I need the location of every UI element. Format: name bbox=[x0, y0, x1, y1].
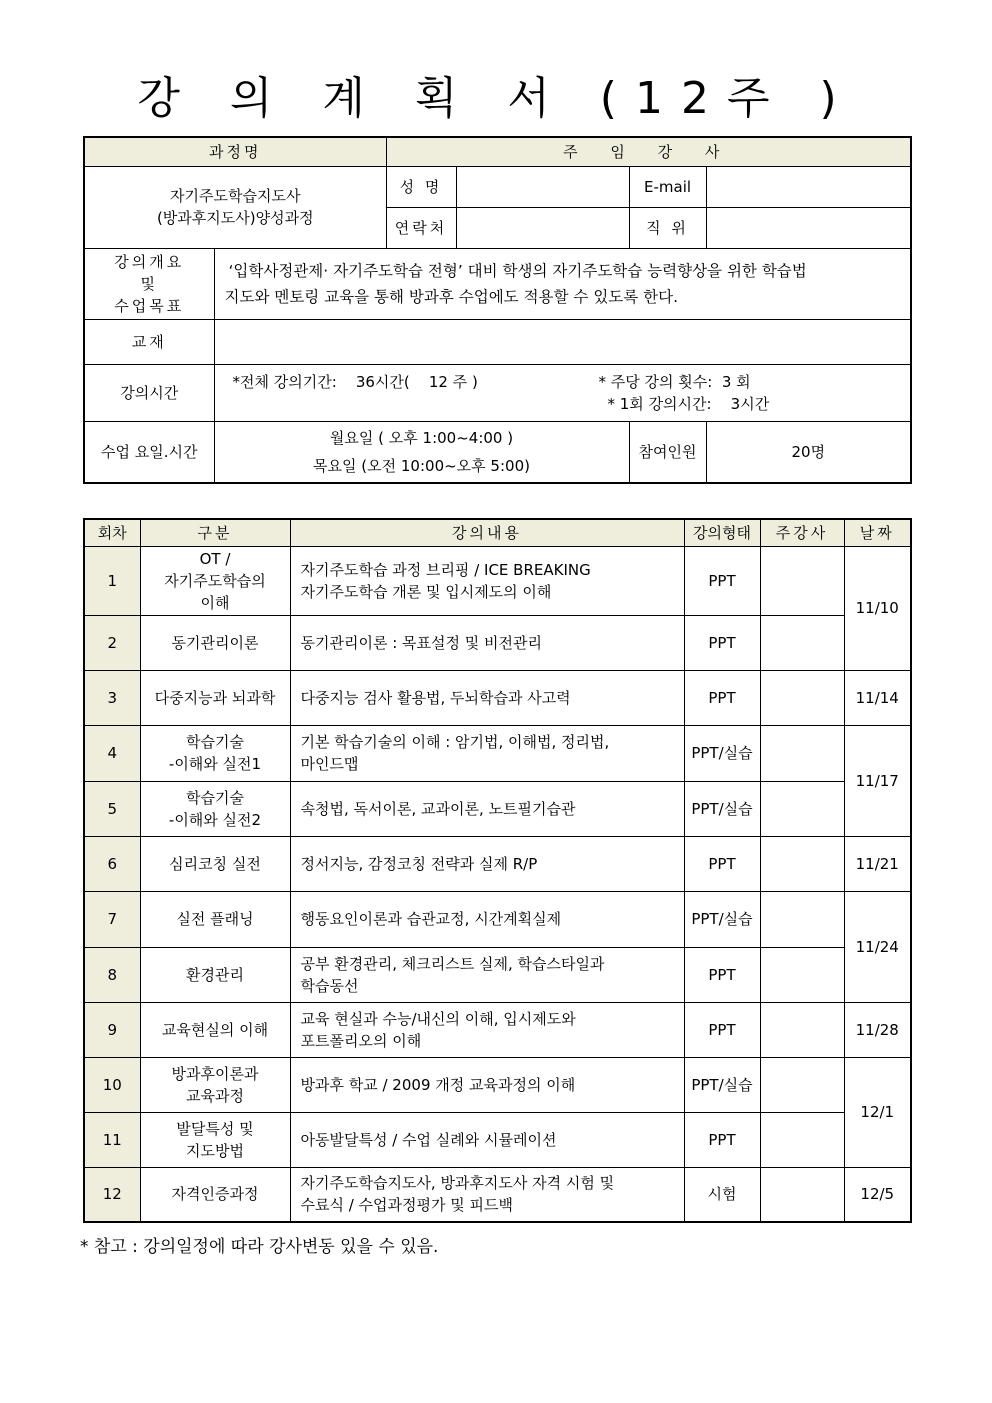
overview-label bbox=[84, 248, 214, 319]
lecturer[interactable] bbox=[760, 836, 844, 891]
category: 다중지능과 뇌과학 bbox=[140, 670, 290, 725]
textbook-label: 교재 bbox=[84, 319, 214, 364]
round-number: 9 bbox=[84, 1002, 140, 1057]
lecture-type: PPT bbox=[684, 947, 760, 1002]
round-number: 5 bbox=[84, 781, 140, 836]
lecturer[interactable] bbox=[760, 781, 844, 836]
header-content: 강의내용 bbox=[290, 519, 684, 546]
overview-label-line2: 및 bbox=[140, 274, 158, 293]
lecturer[interactable] bbox=[760, 725, 844, 781]
lecturer[interactable] bbox=[760, 947, 844, 1002]
content bbox=[290, 1167, 684, 1222]
contact-label: 연락처 bbox=[386, 207, 456, 248]
lecture-type: PPT bbox=[684, 1002, 760, 1057]
overview-text-line2: 지도와 멘토링 교육을 통해 방과후 수업에도 적용할 수 있도록 한다. bbox=[224, 287, 679, 306]
content-line: 포트폴리오의 이해 bbox=[300, 1031, 422, 1050]
position-label: 직 위 bbox=[629, 207, 706, 248]
content-line: 자기주도학습 개론 및 입시제도의 이해 bbox=[300, 582, 552, 601]
textbook-value[interactable] bbox=[214, 319, 911, 364]
content bbox=[290, 725, 684, 781]
lecture-type: PPT/실습 bbox=[684, 891, 760, 947]
position-value[interactable] bbox=[706, 207, 911, 248]
lecturer[interactable] bbox=[760, 546, 844, 615]
date: 11/14 bbox=[844, 670, 911, 725]
days-label: 수업 요일.시간 bbox=[84, 421, 214, 483]
category: 심리코칭 실전 bbox=[140, 836, 290, 891]
time-value bbox=[214, 364, 911, 421]
lecture-type: PPT bbox=[684, 836, 760, 891]
header-lecturer: 주강사 bbox=[760, 519, 844, 546]
category-line: -이해와 실전2 bbox=[168, 810, 262, 829]
course-name bbox=[84, 166, 386, 248]
lecturer[interactable] bbox=[760, 1112, 844, 1167]
table-row bbox=[84, 1057, 911, 1112]
round-number: 7 bbox=[84, 891, 140, 947]
total-period: *전체 강의기간: 36시간( 12 주 ) bbox=[232, 372, 478, 391]
category-line: 이해 bbox=[200, 593, 230, 612]
category bbox=[140, 546, 290, 615]
course-name-line2: (방과후지도사)양성과정 bbox=[156, 209, 314, 227]
date: 11/17 bbox=[844, 725, 911, 836]
content: 방과후 학교 / 2009 개정 교육과정의 이해 bbox=[290, 1057, 684, 1112]
course-label: 과정명 bbox=[84, 137, 386, 166]
category bbox=[140, 1112, 290, 1167]
category-line: 학습기술 bbox=[186, 788, 244, 807]
overview-text bbox=[214, 248, 911, 319]
content: 정서지능, 감정코칭 전략과 실제 R/P bbox=[290, 836, 684, 891]
round-number: 12 bbox=[84, 1167, 140, 1222]
table-row bbox=[84, 670, 911, 725]
course-name-line1: 자기주도학습지도사 bbox=[170, 187, 301, 205]
table-row bbox=[84, 947, 911, 1002]
name-value[interactable] bbox=[456, 166, 629, 207]
content bbox=[290, 1002, 684, 1057]
header-type: 강의형태 bbox=[684, 519, 760, 546]
category: 동기관리이론 bbox=[140, 615, 290, 670]
name-label: 성 명 bbox=[386, 166, 456, 207]
weekly-count: * 주당 강의 횟수: 3 회 bbox=[598, 372, 751, 391]
table-row bbox=[84, 1112, 911, 1167]
category: 실전 플래닝 bbox=[140, 891, 290, 947]
category-line: 발달특성 및 bbox=[176, 1119, 254, 1138]
date: 12/1 bbox=[844, 1057, 911, 1167]
content-line: 마인드맵 bbox=[300, 755, 359, 773]
content-line: 교육 현실과 수능/내신의 이해, 입시제도와 bbox=[300, 1009, 576, 1028]
overview-text-line1: ‘입학사정관제· 자기주도학습 전형’ 대비 학생의 자기주도학습 능력향상을 위한 학습법 bbox=[228, 261, 807, 280]
overview-label-line3: 수업목표 bbox=[114, 296, 185, 315]
footnote: * 참고 : 강의일정에 따라 강사변동 있을 수 있음. bbox=[80, 1237, 439, 1257]
content: 행동요인이론과 습관교정, 시간계획실제 bbox=[290, 891, 684, 947]
content-line: 수료식 / 수업과정평가 및 피드백 bbox=[300, 1196, 513, 1215]
instructor-label: 주 임 강 사 bbox=[386, 137, 911, 166]
lecturer[interactable] bbox=[760, 1167, 844, 1222]
date: 11/24 bbox=[844, 891, 911, 1002]
category bbox=[140, 725, 290, 781]
header-category: 구분 bbox=[140, 519, 290, 546]
category-line: 교육과정 bbox=[186, 1086, 244, 1105]
lecturer[interactable] bbox=[760, 1002, 844, 1057]
date: 11/10 bbox=[844, 546, 911, 670]
category: 환경관리 bbox=[140, 947, 290, 1002]
round-number: 11 bbox=[84, 1112, 140, 1167]
category bbox=[140, 781, 290, 836]
round-number: 3 bbox=[84, 670, 140, 725]
lecture-type: PPT bbox=[684, 1112, 760, 1167]
round-number: 1 bbox=[84, 546, 140, 615]
page-title: 강 의 계 획 서 (12주 ) bbox=[137, 73, 855, 124]
email-label: E-mail bbox=[629, 166, 706, 207]
category-line: 방과후이론과 bbox=[171, 1064, 259, 1083]
round-number: 2 bbox=[84, 615, 140, 670]
category: 자격인증과정 bbox=[140, 1167, 290, 1222]
lecture-type: PPT bbox=[684, 615, 760, 670]
header-date: 날짜 bbox=[844, 519, 911, 546]
category-line: OT / bbox=[199, 549, 231, 568]
days-line1: 월요일 ( 오후 1:00~4:00 ) bbox=[329, 428, 514, 447]
table-row bbox=[84, 725, 911, 781]
lecture-type: PPT/실습 bbox=[684, 1057, 760, 1112]
content: 다중지능 검사 활용법, 두뇌학습과 사고력 bbox=[290, 670, 684, 725]
category bbox=[140, 1057, 290, 1112]
content: 동기관리이론 : 목표설정 및 비전관리 bbox=[290, 615, 684, 670]
content-line: 자기주도학습지도사, 방과후지도사 자격 시험 및 bbox=[300, 1174, 615, 1193]
lecture-type: PPT/실습 bbox=[684, 725, 760, 781]
participants-value: 20명 bbox=[706, 421, 911, 483]
round-number: 8 bbox=[84, 947, 140, 1002]
date: 11/28 bbox=[844, 1002, 911, 1057]
category-line: -이해와 실전1 bbox=[168, 755, 262, 773]
lecturer[interactable] bbox=[760, 891, 844, 947]
lecture-type: PPT bbox=[684, 670, 760, 725]
table-row bbox=[84, 891, 911, 947]
category-line: 학습기술 bbox=[186, 733, 244, 751]
course-info-table bbox=[83, 136, 912, 484]
content bbox=[290, 947, 684, 1002]
category-line: 지도방법 bbox=[186, 1141, 244, 1160]
content-line: 기본 학습기술의 이해 : 암기법, 이해법, 정리법, bbox=[300, 733, 610, 751]
schedule-table bbox=[83, 518, 912, 1223]
overview-label-line1: 강의개요 bbox=[114, 252, 185, 271]
content-line: 학습동선 bbox=[300, 976, 359, 995]
time-label: 강의시간 bbox=[84, 364, 214, 421]
content: 아동발달특성 / 수업 실례와 시뮬레이션 bbox=[290, 1112, 684, 1167]
date: 11/21 bbox=[844, 836, 911, 891]
lecture-type: 시험 bbox=[684, 1167, 760, 1222]
table-row bbox=[84, 1002, 911, 1057]
content-line: 공부 환경관리, 체크리스트 실제, 학습스타일과 bbox=[300, 954, 605, 973]
round-number: 4 bbox=[84, 725, 140, 781]
table-row bbox=[84, 546, 911, 615]
days-line2: 목요일 (오전 10:00~오후 5:00) bbox=[313, 456, 530, 475]
round-number: 6 bbox=[84, 836, 140, 891]
content: 속청법, 독서이론, 교과이론, 노트필기습관 bbox=[290, 781, 684, 836]
content bbox=[290, 546, 684, 615]
date: 12/5 bbox=[844, 1167, 911, 1222]
table-row bbox=[84, 836, 911, 891]
table-row bbox=[84, 781, 911, 836]
contact-value[interactable] bbox=[456, 207, 629, 248]
header-round: 회차 bbox=[84, 519, 140, 546]
round-number: 10 bbox=[84, 1057, 140, 1112]
lecturer[interactable] bbox=[760, 670, 844, 725]
table-row bbox=[84, 1167, 911, 1222]
content-line: 자기주도학습 과정 브리핑 / ICE BREAKING bbox=[300, 560, 591, 579]
category-line: 자기주도학습의 bbox=[164, 571, 266, 590]
table-row bbox=[84, 615, 911, 670]
days-value bbox=[214, 421, 629, 483]
lecture-type: PPT bbox=[684, 546, 760, 615]
email-value[interactable] bbox=[706, 166, 911, 207]
participants-label: 참여인원 bbox=[629, 421, 706, 483]
lecturer[interactable] bbox=[760, 615, 844, 670]
lecturer[interactable] bbox=[760, 1057, 844, 1112]
schedule-header-row bbox=[84, 519, 911, 546]
session-time: * 1회 강의시간: 3시간 bbox=[607, 394, 770, 413]
category: 교육현실의 이해 bbox=[140, 1002, 290, 1057]
lecture-type: PPT/실습 bbox=[684, 781, 760, 836]
